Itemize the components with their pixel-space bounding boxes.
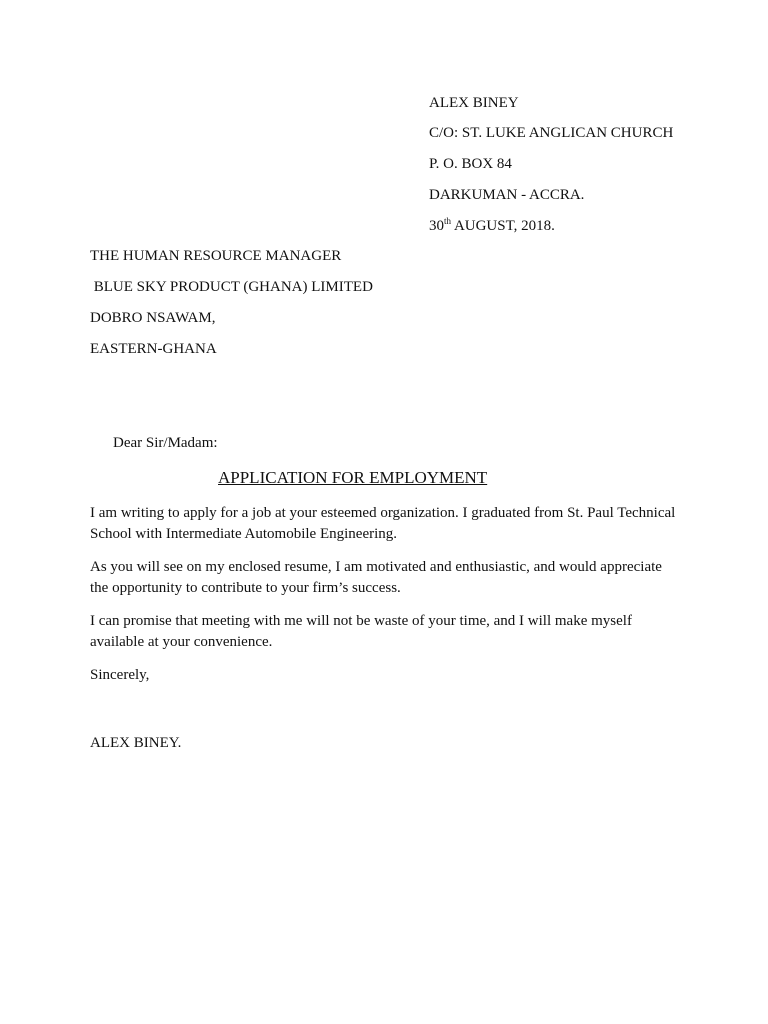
closing: Sincerely,	[90, 667, 150, 683]
salutation: Dear Sir/Madam:	[113, 435, 218, 451]
letter-date	[429, 217, 555, 235]
letter-subject: APPLICATION FOR EMPLOYMENT	[218, 468, 488, 487]
date-day: 30	[429, 218, 444, 234]
sender-care-of: C/O: ST. LUKE ANGLICAN CHURCH	[429, 125, 674, 141]
date-suffix: th	[444, 216, 452, 226]
recipient-town: DOBRO NSAWAM,	[90, 310, 216, 326]
body-paragraph-1: I am writing to apply for a job at your esteemed organization. I graduated from St. Paul Technical School with Intermediate Automobile Engineering.	[90, 505, 676, 542]
sender-po-box: P. O. BOX 84	[429, 156, 512, 172]
date-rest: AUGUST, 2018.	[451, 218, 555, 234]
body-paragraph-3: I can promise that meeting with me will not be waste of your time, and I will make myself available at your convenience.	[90, 613, 632, 650]
sender-name: ALEX BINEY	[429, 95, 519, 111]
sender-city: DARKUMAN - ACCRA.	[429, 187, 585, 203]
signature-name: ALEX BINEY.	[90, 735, 182, 751]
recipient-title: THE HUMAN RESOURCE MANAGER	[90, 248, 342, 264]
recipient-region: EASTERN-GHANA	[90, 341, 217, 357]
body-paragraph-2: As you will see on my enclosed resume, I am motivated and enthusiastic, and would appreciate the opportunity to contribute to your firm’s success.	[90, 559, 662, 596]
recipient-company: BLUE SKY PRODUCT (GHANA) LIMITED	[90, 279, 373, 295]
